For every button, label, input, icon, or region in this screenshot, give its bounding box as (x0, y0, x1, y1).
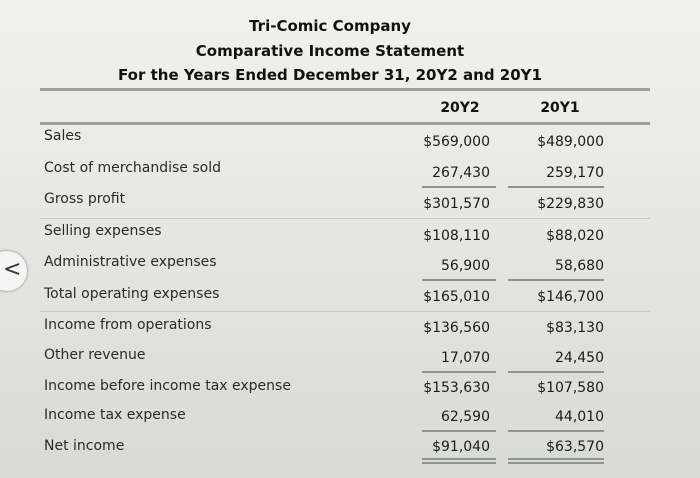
gross-profit-20y2: $301,570 (423, 196, 490, 212)
other-revenue-20y2: 17,070 (441, 350, 490, 366)
row-label-income-tax-expense: Income tax expense (44, 407, 186, 423)
gross-profit-20y1: $229,830 (537, 196, 604, 212)
subtotal-rule (422, 371, 496, 373)
header-rule-bottom (40, 122, 650, 125)
sales-20y2: $569,000 (423, 134, 490, 150)
row-label-total-operating-expenses: Total operating expenses (44, 286, 220, 302)
cogs-20y1: 259,170 (546, 165, 604, 181)
income-before-tax-20y2: $153,630 (423, 380, 490, 396)
income-tax-expense-20y1: 44,010 (555, 409, 604, 425)
cogs-20y2: 267,430 (432, 165, 490, 181)
selling-expenses-20y2: $108,110 (423, 228, 490, 244)
sales-20y1: $489,000 (537, 134, 604, 150)
row-label-income-before-tax: Income before income tax expense (44, 378, 291, 394)
other-revenue-20y1: 24,450 (555, 350, 604, 366)
administrative-expenses-20y1: 58,680 (555, 258, 604, 274)
administrative-expenses-20y2: 56,900 (441, 258, 490, 274)
total-operating-expenses-20y2: $165,010 (423, 289, 490, 305)
total-double-rule (422, 458, 496, 464)
header-rule-top (40, 88, 650, 91)
row-label-other-revenue: Other revenue (44, 347, 146, 363)
subtotal-rule (422, 186, 496, 188)
subtotal-rule (422, 279, 496, 281)
statement-period: For the Years Ended December 31, 20Y2 and 20Y1 (118, 66, 542, 84)
income-tax-expense-20y2: 62,590 (441, 409, 490, 425)
row-label-gross-profit: Gross profit (44, 191, 126, 207)
row-label-sales: Sales (44, 128, 82, 144)
row-label-cogs: Cost of merchandise sold (44, 160, 222, 176)
subtotal-rule (422, 430, 496, 432)
income-from-operations-20y1: $83,130 (546, 320, 604, 336)
net-income-20y1: $63,570 (546, 439, 604, 455)
total-double-rule (508, 458, 604, 464)
income-from-operations-20y2: $136,560 (423, 320, 490, 336)
subtotal-rule (508, 186, 604, 188)
total-operating-expenses-20y1: $146,700 (537, 289, 604, 305)
subtotal-rule (508, 279, 604, 281)
net-income-20y2: $91,040 (432, 439, 490, 455)
income-before-tax-20y1: $107,580 (537, 380, 604, 396)
column-header-20y1: 20Y1 (540, 100, 580, 116)
back-button[interactable] (0, 250, 28, 292)
row-label-income-from-operations: Income from operations (44, 317, 212, 333)
subtotal-rule (508, 371, 604, 373)
row-label-administrative-expenses: Administrative expenses (44, 254, 217, 270)
row-label-selling-expenses: Selling expenses (44, 223, 162, 239)
statement-title: Comparative Income Statement (195, 42, 465, 60)
row-divider (40, 218, 650, 219)
selling-expenses-20y1: $88,020 (546, 228, 604, 244)
company-name: Tri-Comic Company (249, 17, 411, 35)
subtotal-rule (508, 430, 604, 432)
row-label-net-income: Net income (44, 438, 125, 454)
column-header-20y2: 20Y2 (440, 100, 480, 116)
row-divider (40, 311, 650, 312)
chevron-left-icon: < (3, 257, 22, 282)
